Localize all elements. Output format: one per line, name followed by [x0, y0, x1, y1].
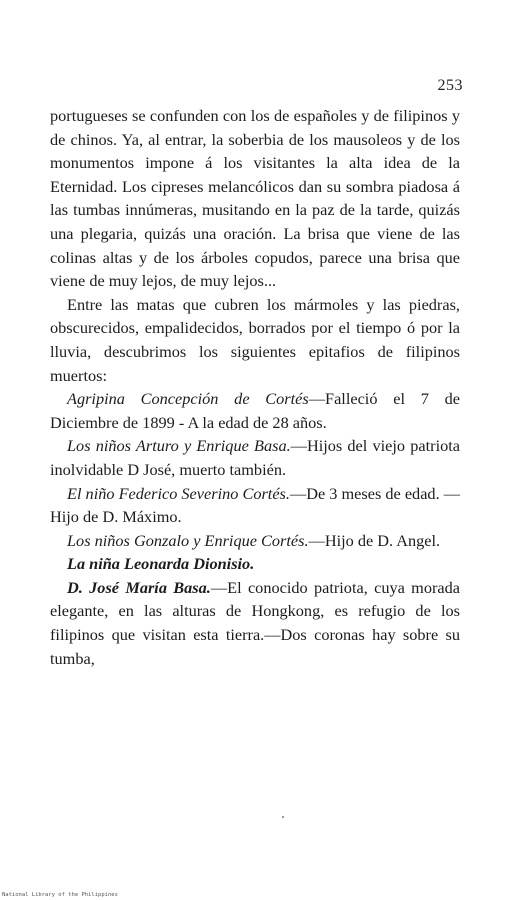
- page-number: 253: [437, 77, 463, 94]
- epitaph-item: [50, 529, 460, 553]
- epitaph-item: [50, 576, 460, 670]
- body-text: [50, 104, 460, 670]
- epitaph-name: Los niños Arturo y Enrique Basa.: [67, 436, 291, 456]
- epitaph-text: —Hijo de D. Angel.: [308, 530, 441, 550]
- scan-footer-note: National Library of the Philippines: [2, 892, 118, 898]
- epitaph-name: La niña Leonarda Dionisio.: [67, 554, 255, 574]
- paragraph-epitaphs-intro: Entre las matas que cubren los mármoles y las piedras, obscurecidos, empalidecidos, borrados por el tiempo ó por la lluvia, descubrimos los siguientes epitafios de filipinos muertos:: [50, 294, 460, 385]
- epitaph-item: [50, 434, 460, 481]
- epitaph-text: —Falleció el 7 de Diciembre de 1899 - A la edad de 28 años.: [50, 389, 460, 432]
- epitaph-text: —El conocido patriota, cuya morada elegante, en las alturas de Hongkong, es refugio de los filipinos que visitan esta tierra.—Dos coronas hay sobre su tumba,: [50, 577, 460, 668]
- epitaph-name: D. José María Basa.: [67, 577, 211, 597]
- epitaph-item: [50, 387, 460, 434]
- epitaph-name: El niño Federico Severino Cortés.: [67, 483, 290, 503]
- epitaph-name: Agripina Concepción de Cortés: [67, 389, 309, 409]
- epitaph-name: Los niños Gonzalo y Enrique Cortés.: [67, 530, 309, 550]
- paragraph-cemetery-description: portugueses se confunden con los de españoles y de filipinos y de chinos. Ya, al entrar, la soberbia de los mausoleos y de los monumentos impone á los visitantes la alta idea de la Eternidad. Los cipreses melancólicos dan su sombra piadosa á las tumbas innúmeras, musitando en la paz de la tarde, quizás una plegaria, quizás una oración. La brisa que viene de las colinas altas y de los árboles copudos, parece una brisa que viene de muy lejos, de muy lejos...: [50, 106, 460, 291]
- epitaph-item: [50, 552, 460, 576]
- print-speck: [282, 816, 284, 818]
- epitaph-item: [50, 482, 460, 529]
- epitaph-text: —Hijos del viejo patriota inolvidable D José, muerto también.: [50, 436, 460, 479]
- epitaph-text: —De 3 meses de edad. —Hijo de D. Máximo.: [50, 483, 460, 527]
